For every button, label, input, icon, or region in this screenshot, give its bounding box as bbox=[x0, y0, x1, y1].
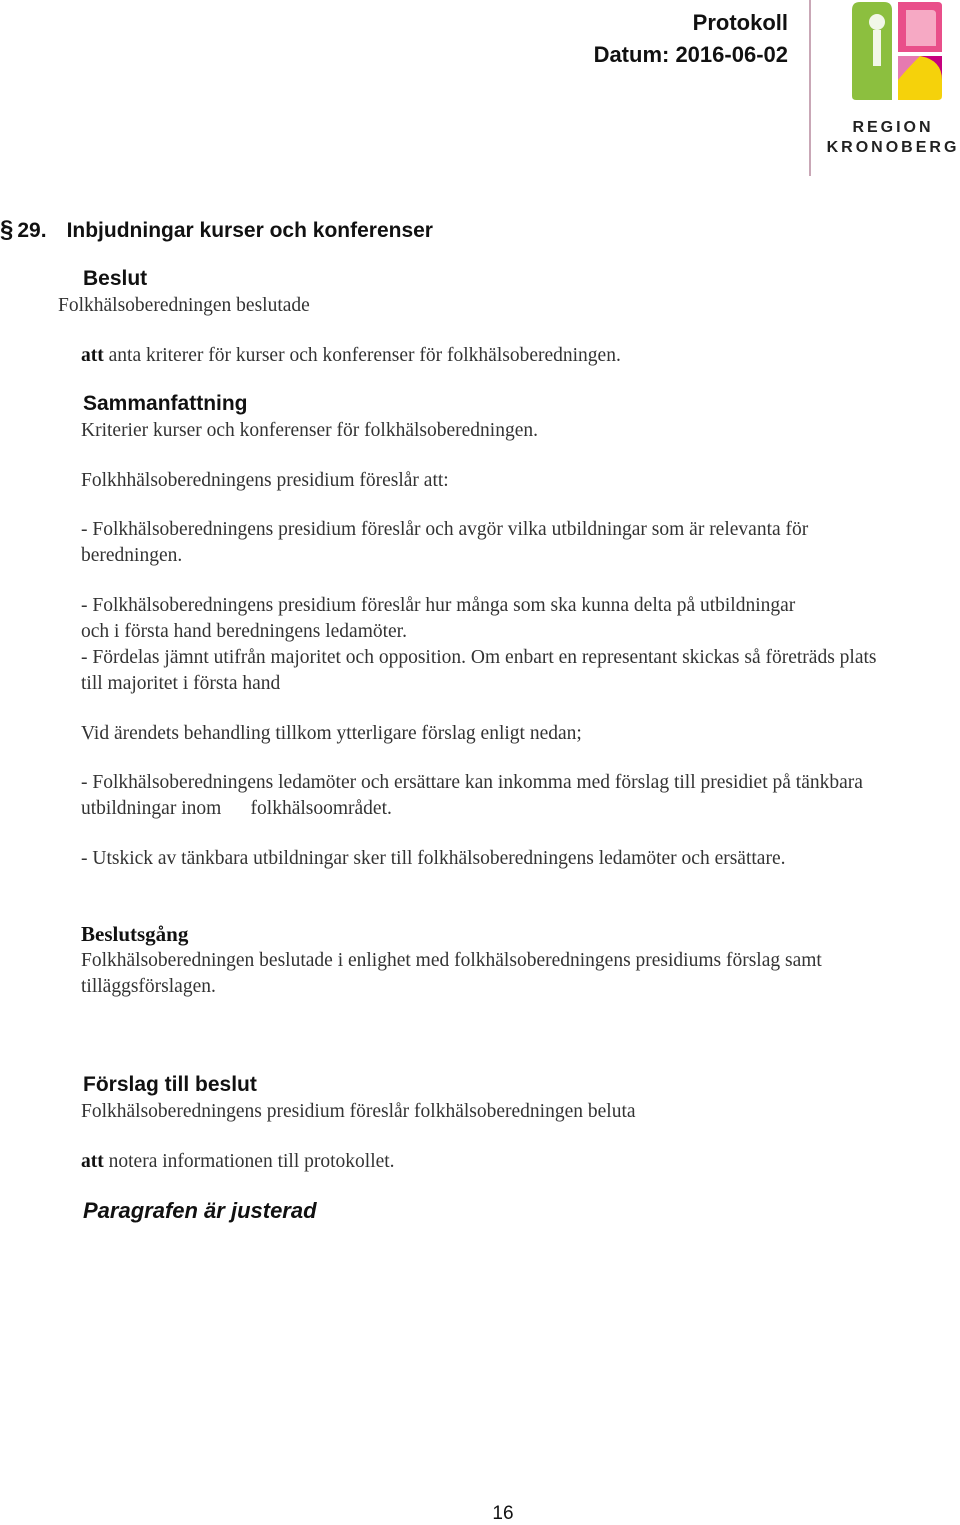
logo-line-region: REGION bbox=[852, 119, 934, 136]
beslut-att-line bbox=[81, 343, 621, 369]
document-header bbox=[594, 7, 788, 71]
sammanfattning-line-3: Vid ärendets behandling tillkom ytterligare förslag enligt nedan; bbox=[81, 723, 582, 744]
sammanfattning-bullet-3: - Fördelas jämnt utifrån majoritet och opposition. Om enbart en representant skickas så företräds plats till majoritet i första hand bbox=[81, 647, 877, 694]
forslag-att-line bbox=[81, 1149, 395, 1175]
header-divider bbox=[809, 0, 811, 176]
paragraph-approved-note: Paragrafen är justerad bbox=[83, 1198, 317, 1223]
forslag-att-text: notera informationen till protokollet. bbox=[103, 1151, 395, 1172]
sammanfattning-bullet-5: - Utskick av tänkbara utbildningar sker till folkhälsoberedningens ledamöter och ersättare. bbox=[81, 848, 786, 869]
beslutsgang-heading: Beslutsgång bbox=[81, 922, 189, 946]
logo-wordmark bbox=[826, 118, 960, 158]
sammanfattning-bullet-1: - Folkhälsoberedningens presidium föreslår och avgör vilka utbildningar som är relevanta för beredningen. bbox=[81, 519, 809, 566]
sammanfattning-heading: Sammanfattning bbox=[83, 392, 248, 415]
beslut-intro: Folkhälsoberedningen beslutade bbox=[58, 295, 310, 316]
page-number: 16 bbox=[492, 1503, 514, 1524]
sammanfattning-bullet-4: - Folkhälsoberedningens ledamöter och ersättare kan inkomma med förslag till presidiet på tänkbara utbildningar inom folkhälsoområdet. bbox=[81, 772, 868, 819]
section-heading bbox=[0, 216, 433, 244]
document-date: Datum: 2016-06-02 bbox=[593, 42, 788, 67]
section-number: 29. bbox=[17, 219, 47, 242]
section-title: Inbjudningar kurser och konferenser bbox=[66, 219, 433, 242]
beslutsgang-text: Folkhälsoberedningen beslutade i enlighet med folkhälsoberedningens presidiums förslag samt tilläggsförslagen. bbox=[81, 950, 822, 997]
forslag-text: Folkhälsoberedningens presidium föreslår folkhälsoberedningen beluta bbox=[81, 1101, 636, 1122]
region-kronoberg-logo-icon bbox=[846, 0, 944, 106]
logo-line-kronoberg: KRONOBERG bbox=[826, 139, 960, 156]
beslut-heading: Beslut bbox=[83, 267, 148, 290]
att-keyword: att bbox=[81, 1151, 104, 1172]
paragraph-symbol: § bbox=[0, 216, 14, 243]
forslag-heading: Förslag till beslut bbox=[83, 1073, 257, 1096]
att-keyword: att bbox=[81, 345, 104, 366]
sammanfattning-line-2: Folkhhälsoberedningens presidium föreslår att: bbox=[81, 470, 449, 491]
beslut-att-text: anta kriterer för kurser och konferenser för folkhälsoberedningen. bbox=[103, 345, 621, 366]
sammanfattning-bullet-2: - Folkhälsoberedningens presidium föreslår hur många som ska kunna delta på utbildningar och i första hand beredningens ledamöter. bbox=[81, 595, 796, 642]
document-type: Protokoll bbox=[692, 10, 788, 35]
sammanfattning-line-1: Kriterier kurser och konferenser för folkhälsoberedningen. bbox=[81, 420, 538, 441]
